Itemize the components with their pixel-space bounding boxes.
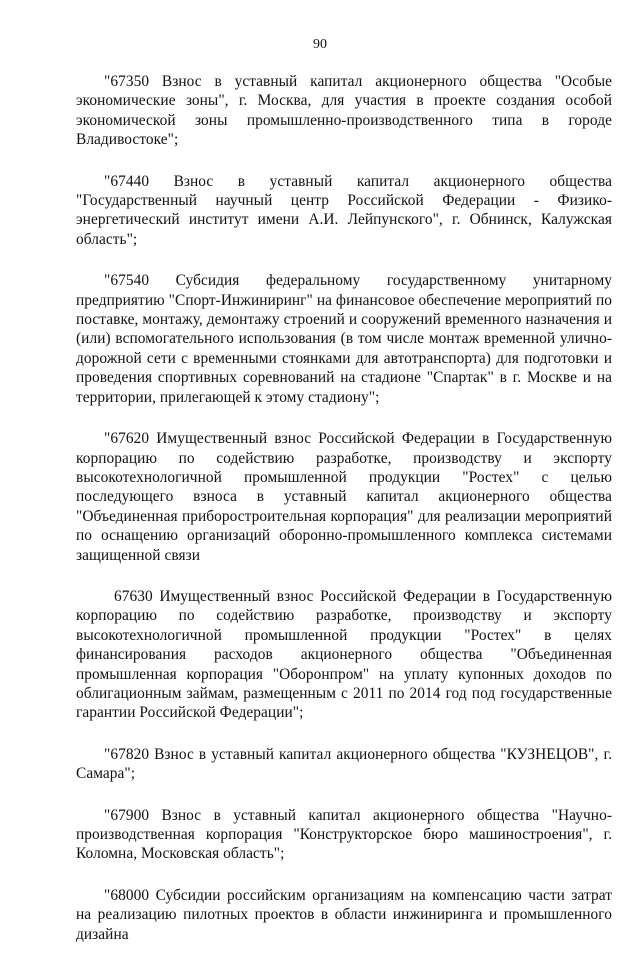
paragraph-67540: "67540 Субсидия федеральному государственному унитарному предприятию "Спорт-Инжиниринг" на финансовое обеспечение мероприятий по поставке, монтажу, демонтажу строений и сооружений временного назначения и (или) вспомогательного использования (в том числе монтаж временной улично-дорожной сети с временными стоянками для автотранспорта) для подготовки и проведения спортивных соревнований на стадионе "Спартак" в г. Москве и на территории, прилегающей к этому стадиону"; — [76, 272, 612, 406]
paragraph-67630: 67630 Имущественный взнос Российской Федерации в Государственную корпорацию по содействию разработке, производству и экспорту высокотехнологичной промышленной продукции "Ростех" в целях финансирования расходов акционерного общества "Объединенная промышленная корпорация "Оборонпром" на уплату купонных доходов по облигационным займам, размещенным с 2011 по 2014 год под государственные гарантии Российской Федерации"; — [76, 587, 612, 722]
document-body — [76, 72, 612, 966]
paragraph-67620: "67620 Имущественный взнос Российской Федерации в Государственную корпорацию по содействию разработке, производству и экспорту высокотехнологичной промышленной продукции "Ростех" с целью последующего взноса в уставный капитал акционерного общества "Объединенная приборостроительная корпорация" для реализации мероприятий по оснащению организаций оборонно-промышленного комплекса системами защищенной связи — [76, 430, 612, 564]
page-number: 90 — [313, 37, 327, 52]
paragraph-67350: "67350 Взнос в уставный капитал акционерного общества "Особые экономические зоны", г. Москва, для участия в проекте создания особой экономической зоны промышленно-производственного типа в городе Владивостоке"; — [76, 73, 612, 149]
paragraph-67900: "67900 Взнос в уставный капитал акционерного общества "Научно-производственная корпорация "Конструкторское бюро машиностроения", г. Коломна, Московская область"; — [76, 806, 612, 863]
paragraph-67440: "67440 Взнос в уставный капитал акционерного общества "Государственный научный центр Российской Федерации - Физико-энергетический институт имени А.И. Лейпунского", г. Обнинск, Калужская область"; — [76, 172, 612, 248]
paragraph-68000: "68000 Субсидии российским организациям на компенсацию части затрат на реализацию пилотных проектов в области инжиниринга и промышленного дизайна — [76, 886, 612, 943]
paragraph-67820: "67820 Взнос в уставный капитал акционерного общества "КУЗНЕЦОВ", г. Самара"; — [76, 745, 612, 783]
